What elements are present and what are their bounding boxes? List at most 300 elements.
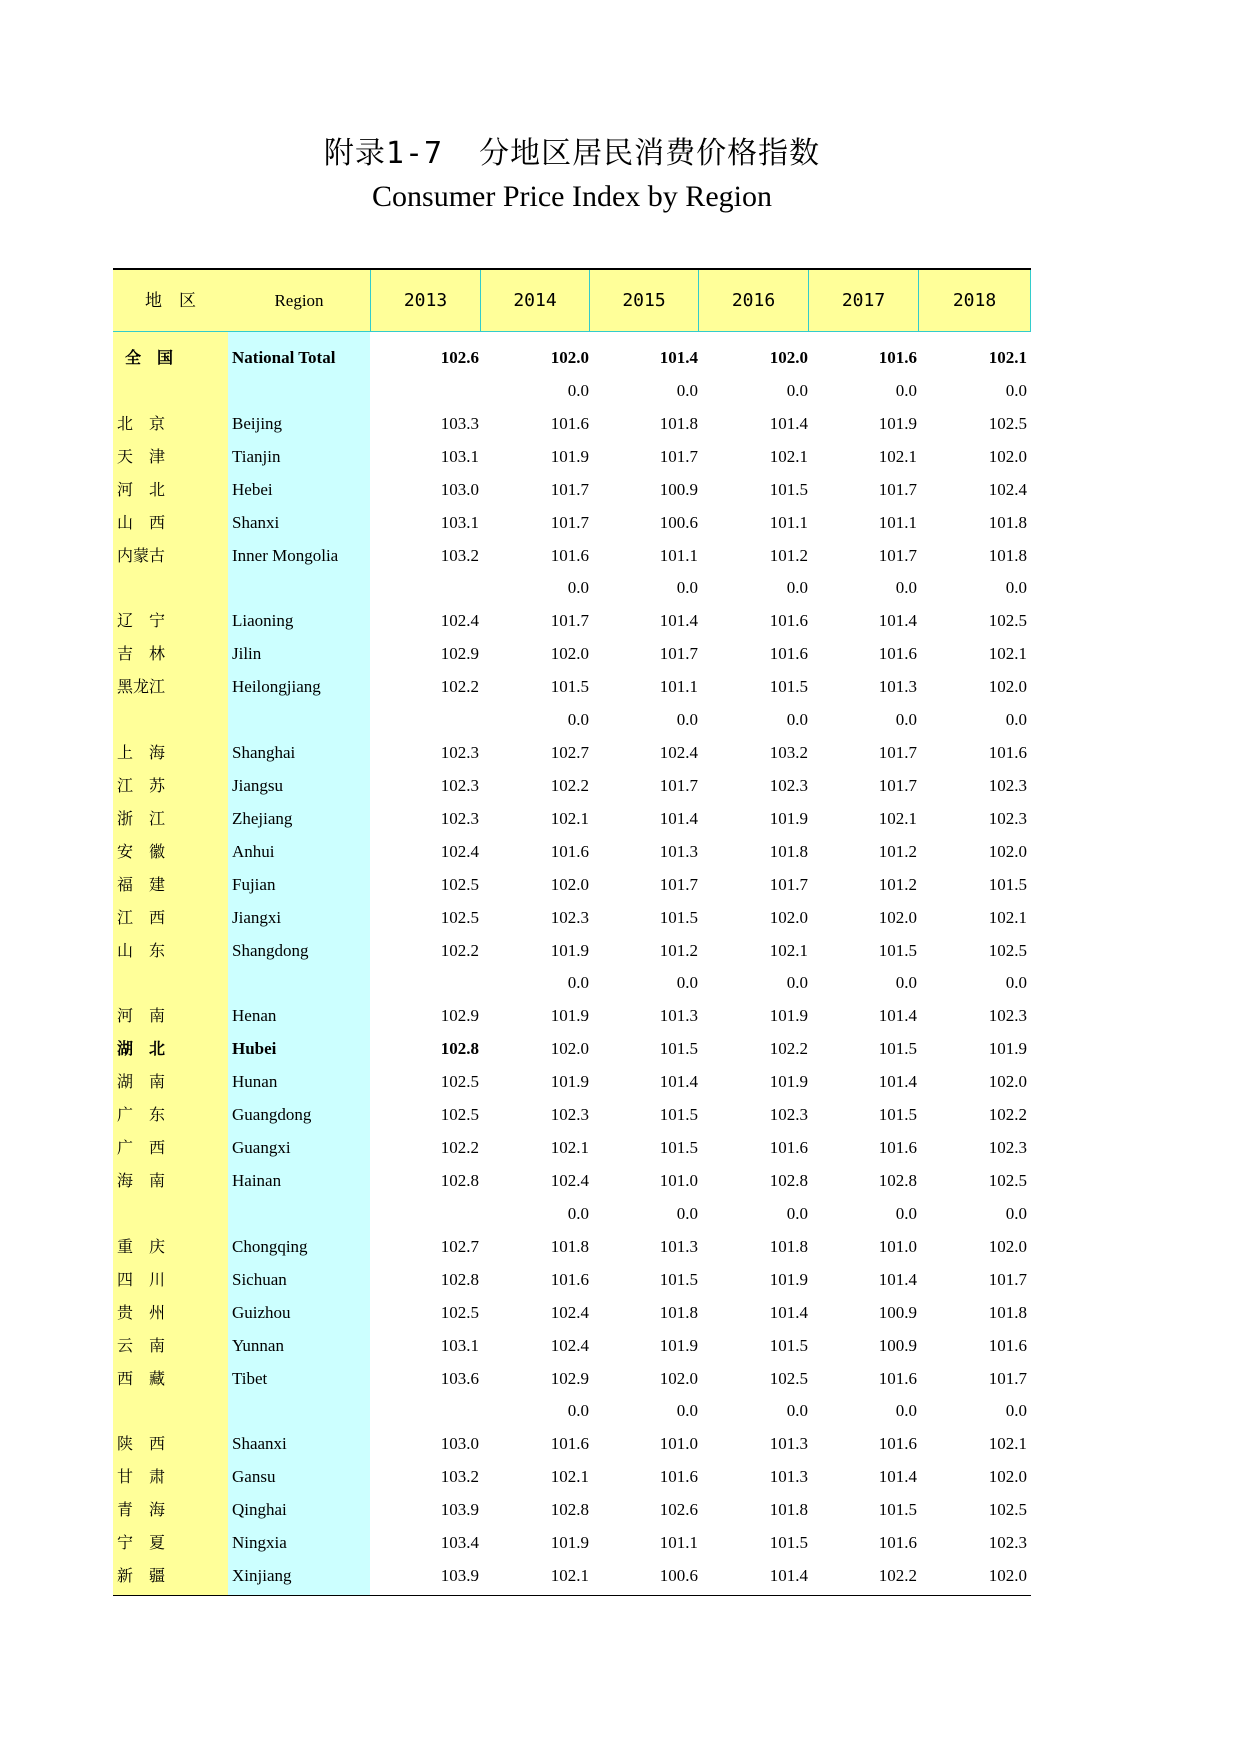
cpi-value: 103.0 <box>440 479 479 499</box>
cpi-value: 103.2 <box>440 545 479 565</box>
region-name-en: Hubei <box>232 1039 277 1059</box>
cpi-value: 102.1 <box>769 940 808 960</box>
region-name-en: Shaanxi <box>232 1434 287 1454</box>
cpi-value <box>389 374 479 407</box>
cpi-value: 102.9 <box>440 1006 479 1026</box>
table-row <box>113 1362 1031 1395</box>
cpi-value: 101.2 <box>659 940 698 960</box>
cpi-value: 102.0 <box>550 874 589 894</box>
table-row <box>113 407 1031 440</box>
cpi-value: 102.5 <box>988 1171 1027 1190</box>
table-row <box>113 934 1031 967</box>
table-row <box>113 1559 1031 1592</box>
region-name-en: Chongqing <box>232 1236 308 1256</box>
region-name-cn: 全 国 <box>125 348 174 367</box>
cpi-value: 101.5 <box>769 1533 808 1553</box>
cpi-value: 102.0 <box>769 907 808 927</box>
cpi-value: 101.7 <box>988 1368 1027 1388</box>
cpi-value: 102.0 <box>769 348 808 367</box>
region-name-en: Tianjin <box>232 446 281 466</box>
table-bottom-rule <box>113 1595 1031 1596</box>
region-name-en: Yunnan <box>232 1335 284 1355</box>
table-row <box>113 1493 1031 1526</box>
cpi-value: 103.0 <box>440 1434 479 1454</box>
cpi-value: 102.0 <box>988 1236 1027 1256</box>
region-name-en: Jilin <box>232 644 262 664</box>
cpi-value: 102.0 <box>988 677 1027 697</box>
table-row <box>113 901 1031 934</box>
region-name-cn: 江 西 <box>117 907 166 927</box>
cpi-value: 101.1 <box>659 545 698 565</box>
cpi-value: 102.0 <box>988 1566 1027 1586</box>
cpi-value: 102.4 <box>550 1171 589 1190</box>
region-name-en: Heilongjiang <box>232 677 321 697</box>
cpi-value: 103.1 <box>440 1335 479 1355</box>
table-row <box>113 999 1031 1032</box>
cpi-value: 101.9 <box>550 1533 589 1553</box>
cpi-value: 101.3 <box>659 1236 698 1256</box>
region-name-cn: 甘 肃 <box>117 1467 166 1487</box>
table-row <box>113 1065 1031 1098</box>
header-year: 2014 <box>480 270 589 331</box>
region-name-en: Hunan <box>232 1072 278 1092</box>
cpi-value: 102.9 <box>550 1368 589 1388</box>
cpi-value: 101.7 <box>659 446 698 466</box>
cpi-value: 0.0 <box>676 578 698 598</box>
cpi-value: 101.7 <box>878 479 917 499</box>
cpi-value: 102.8 <box>550 1500 589 1520</box>
cpi-value: 102.2 <box>988 1105 1027 1125</box>
region-name-en: Shanghai <box>232 743 296 763</box>
table-row <box>113 703 1031 736</box>
cpi-value: 102.0 <box>550 1039 589 1059</box>
cpi-value: 102.1 <box>550 1138 589 1158</box>
cpi-value: 101.6 <box>769 1138 808 1158</box>
region-name-en: Guizhou <box>232 1302 291 1322</box>
cpi-value: 0.0 <box>895 973 917 993</box>
region-name-cn: 宁 夏 <box>117 1533 166 1553</box>
region-name-cn <box>117 571 225 604</box>
cpi-value: 101.5 <box>659 907 698 927</box>
region-name-cn: 青 海 <box>117 1500 166 1520</box>
cpi-value: 102.0 <box>550 348 589 367</box>
cpi-value: 101.6 <box>550 1269 589 1289</box>
cpi-value: 102.5 <box>440 1105 479 1125</box>
region-name-en: Gansu <box>232 1467 276 1487</box>
region-name-cn: 广 西 <box>117 1138 166 1158</box>
cpi-value: 102.5 <box>440 1072 479 1092</box>
cpi-value: 101.9 <box>769 1006 808 1026</box>
header-year: 2017 <box>808 270 918 331</box>
cpi-value: 0.0 <box>676 710 698 730</box>
cpi-value: 0.0 <box>676 1203 698 1223</box>
region-name-en: National Total <box>232 348 336 367</box>
cpi-value: 101.4 <box>769 413 808 433</box>
cpi-value: 0.0 <box>786 710 808 730</box>
cpi-value: 101.1 <box>769 512 808 532</box>
header-year: 2016 <box>698 270 808 331</box>
cpi-value: 101.4 <box>769 1302 808 1322</box>
cpi-value: 101.4 <box>659 348 698 367</box>
cpi-value: 101.6 <box>550 413 589 433</box>
cpi-value: 102.3 <box>988 808 1027 828</box>
cpi-value: 101.8 <box>659 1302 698 1322</box>
table-row <box>113 374 1031 407</box>
cpi-value: 101.6 <box>550 841 589 861</box>
cpi-value: 101.3 <box>769 1434 808 1454</box>
cpi-value: 102.3 <box>988 775 1027 795</box>
cpi-value: 102.5 <box>988 940 1027 960</box>
page-title-english: Consumer Price Index by Region <box>372 180 772 213</box>
region-name-cn: 西 藏 <box>117 1368 166 1388</box>
table-row <box>113 1460 1031 1493</box>
cpi-value: 101.6 <box>988 1335 1027 1355</box>
table-row <box>113 1032 1031 1065</box>
region-name-cn: 广 东 <box>117 1105 166 1125</box>
cpi-value: 102.4 <box>988 479 1027 499</box>
cpi-value: 101.5 <box>878 1039 917 1059</box>
region-name-cn <box>117 966 225 999</box>
cpi-value: 102.4 <box>440 611 479 631</box>
cpi-value: 0.0 <box>786 578 808 598</box>
table-row <box>113 1394 1031 1427</box>
region-name-en: Xinjiang <box>232 1566 292 1586</box>
table-row <box>113 539 1031 572</box>
cpi-value: 101.6 <box>878 644 917 664</box>
cpi-value: 101.9 <box>550 1006 589 1026</box>
cpi-value: 101.5 <box>769 1335 808 1355</box>
cpi-value: 102.1 <box>769 446 808 466</box>
region-name-cn: 安 徽 <box>117 841 166 861</box>
region-name-cn: 福 建 <box>117 874 166 894</box>
cpi-value: 101.6 <box>659 1467 698 1487</box>
cpi-value: 0.0 <box>567 1203 589 1223</box>
region-name-en: Fujian <box>232 874 276 894</box>
cpi-value: 0.0 <box>567 710 589 730</box>
cpi-value: 102.2 <box>440 1138 479 1158</box>
cpi-value: 102.5 <box>988 611 1027 631</box>
region-name-en: Jiangxi <box>232 907 282 927</box>
cpi-value: 101.6 <box>878 1138 917 1158</box>
region-name-cn: 河 北 <box>117 479 166 499</box>
cpi-value: 102.8 <box>440 1269 479 1289</box>
cpi-value: 101.0 <box>659 1434 698 1454</box>
cpi-value: 102.9 <box>440 644 479 664</box>
region-name-cn: 湖 北 <box>117 1039 166 1059</box>
table-row <box>113 1197 1031 1230</box>
cpi-value: 101.5 <box>659 1269 698 1289</box>
cpi-value: 102.4 <box>550 1302 589 1322</box>
cpi-value: 101.8 <box>769 1500 808 1520</box>
cpi-value: 0.0 <box>895 1203 917 1223</box>
table-row <box>113 1329 1031 1362</box>
region-name-en: Beijing <box>232 413 283 433</box>
cpi-value: 0.0 <box>786 1401 808 1421</box>
cpi-value: 101.3 <box>659 841 698 861</box>
region-name-cn <box>117 1394 225 1427</box>
cpi-value: 101.0 <box>878 1236 917 1256</box>
cpi-value: 0.0 <box>567 380 589 400</box>
table-row <box>113 802 1031 835</box>
cpi-value: 101.5 <box>550 677 589 697</box>
cpi-value: 101.4 <box>659 611 698 631</box>
cpi-value: 101.6 <box>769 611 808 631</box>
cpi-value: 101.4 <box>878 1006 917 1026</box>
table-row <box>113 1131 1031 1164</box>
cpi-value: 102.8 <box>769 1171 808 1190</box>
cpi-value: 102.8 <box>440 1039 479 1059</box>
region-name-cn: 云 南 <box>117 1335 166 1355</box>
region-name-en: Guangxi <box>232 1138 291 1158</box>
cpi-value: 100.9 <box>659 479 698 499</box>
cpi-value: 102.3 <box>440 743 479 763</box>
cpi-value: 101.3 <box>769 1467 808 1487</box>
cpi-value: 101.3 <box>878 677 917 697</box>
cpi-value: 0.0 <box>1005 1203 1027 1223</box>
cpi-value: 100.9 <box>878 1302 917 1322</box>
title-chinese-text: 分地区居民消费价格指数 <box>479 136 821 171</box>
cpi-value: 102.3 <box>440 808 479 828</box>
cpi-value: 103.3 <box>440 413 479 433</box>
cpi-value: 101.9 <box>769 1072 808 1092</box>
cpi-value: 101.9 <box>878 413 917 433</box>
region-name-cn: 陕 西 <box>117 1434 166 1454</box>
region-name-cn: 四 川 <box>117 1269 166 1289</box>
table-row <box>113 1164 1031 1197</box>
cpi-value: 101.8 <box>769 841 808 861</box>
cpi-value: 101.7 <box>550 611 589 631</box>
cpi-value: 0.0 <box>567 973 589 993</box>
region-name-en: Tibet <box>232 1368 268 1388</box>
cpi-value: 102.3 <box>988 1533 1027 1553</box>
cpi-value <box>389 1197 479 1230</box>
table-row <box>113 341 1031 374</box>
table-row <box>113 473 1031 506</box>
cpi-value: 103.1 <box>440 512 479 532</box>
region-name-en <box>232 1197 368 1230</box>
region-name-cn: 上 海 <box>117 743 166 763</box>
table-row <box>113 604 1031 637</box>
region-name-en <box>232 966 368 999</box>
cpi-value: 102.7 <box>440 1236 479 1256</box>
region-name-cn: 江 苏 <box>117 775 166 795</box>
cpi-value: 101.5 <box>659 1138 698 1158</box>
cpi-value: 0.0 <box>786 380 808 400</box>
cpi-value: 102.7 <box>550 743 589 763</box>
cpi-value: 101.9 <box>769 1269 808 1289</box>
cpi-value: 103.1 <box>440 446 479 466</box>
table-row <box>113 571 1031 604</box>
region-name-cn: 湖 南 <box>117 1072 166 1092</box>
cpi-value: 102.3 <box>440 775 479 795</box>
region-name-en: Sichuan <box>232 1269 287 1289</box>
cpi-value: 101.6 <box>988 743 1027 763</box>
cpi-value: 102.0 <box>659 1368 698 1388</box>
table-row <box>113 637 1031 670</box>
cpi-value: 101.6 <box>878 1434 917 1454</box>
header-region-cn: 地 区 <box>145 291 196 310</box>
cpi-value: 101.9 <box>550 940 589 960</box>
cpi-value: 102.2 <box>769 1039 808 1059</box>
region-name-cn <box>117 703 225 736</box>
cpi-value: 101.9 <box>769 808 808 828</box>
cpi-value: 101.3 <box>659 1006 698 1026</box>
cpi-value: 102.0 <box>988 1467 1027 1487</box>
cpi-value: 101.7 <box>878 743 917 763</box>
cpi-value: 101.7 <box>878 545 917 565</box>
cpi-value: 101.7 <box>988 1269 1027 1289</box>
region-name-cn: 山 东 <box>117 940 166 960</box>
region-name-en <box>232 1394 368 1427</box>
region-name-cn: 吉 林 <box>117 644 166 664</box>
cpi-value: 101.2 <box>878 841 917 861</box>
table-row <box>113 966 1031 999</box>
region-name-cn: 新 疆 <box>117 1566 166 1586</box>
cpi-value: 102.5 <box>440 907 479 927</box>
table-row <box>113 670 1031 703</box>
cpi-value: 102.2 <box>550 775 589 795</box>
region-name-cn: 贵 州 <box>117 1302 166 1322</box>
table-row <box>113 736 1031 769</box>
cpi-value: 0.0 <box>567 1401 589 1421</box>
cpi-value <box>389 703 479 736</box>
region-name-cn: 北 京 <box>117 413 166 433</box>
cpi-value: 101.8 <box>659 413 698 433</box>
region-name-en <box>232 374 368 407</box>
cpi-value: 102.6 <box>659 1500 698 1520</box>
cpi-value: 100.6 <box>659 512 698 532</box>
region-name-cn: 河 南 <box>117 1006 166 1026</box>
table-row <box>113 440 1031 473</box>
region-name-en <box>232 571 368 604</box>
cpi-value: 101.4 <box>659 808 698 828</box>
cpi-value: 102.2 <box>878 1566 917 1586</box>
cpi-value: 101.5 <box>878 940 917 960</box>
cpi-value: 101.6 <box>769 644 808 664</box>
cpi-value: 102.3 <box>769 775 808 795</box>
region-name-en: Shangdong <box>232 940 309 960</box>
header-region-en: Region <box>274 291 324 310</box>
cpi-value: 101.6 <box>550 545 589 565</box>
cpi-value <box>389 571 479 604</box>
cpi-value: 101.4 <box>878 1269 917 1289</box>
table-row <box>113 1427 1031 1460</box>
region-name-cn: 辽 宁 <box>117 611 166 631</box>
cpi-value: 101.9 <box>550 1072 589 1092</box>
cpi-value: 101.5 <box>769 677 808 697</box>
region-name-en: Anhui <box>232 841 275 861</box>
cpi-value: 101.5 <box>769 479 808 499</box>
region-name-en: Hebei <box>232 479 273 499</box>
table-row <box>113 1296 1031 1329</box>
region-name-en: Henan <box>232 1006 277 1026</box>
cpi-value: 0.0 <box>895 710 917 730</box>
cpi-value: 0.0 <box>1005 973 1027 993</box>
cpi-value: 0.0 <box>1005 710 1027 730</box>
cpi-value: 101.4 <box>659 1072 698 1092</box>
cpi-value: 101.7 <box>659 775 698 795</box>
cpi-value: 0.0 <box>895 380 917 400</box>
cpi-value: 102.3 <box>769 1105 808 1125</box>
header-year: 2013 <box>370 270 480 331</box>
cpi-value: 101.6 <box>550 1434 589 1454</box>
cpi-value: 102.1 <box>878 446 917 466</box>
cpi-value: 102.0 <box>988 841 1027 861</box>
cpi-value: 0.0 <box>1005 380 1027 400</box>
cpi-value: 102.4 <box>440 841 479 861</box>
cpi-value: 101.6 <box>878 1533 917 1553</box>
cpi-value: 0.0 <box>567 578 589 598</box>
cpi-value: 101.9 <box>550 446 589 466</box>
cpi-value: 101.7 <box>659 644 698 664</box>
cpi-value: 101.5 <box>659 1039 698 1059</box>
cpi-value: 102.5 <box>440 874 479 894</box>
cpi-value: 101.5 <box>878 1500 917 1520</box>
cpi-value: 0.0 <box>676 1401 698 1421</box>
table-row <box>113 506 1031 539</box>
cpi-value: 101.4 <box>769 1566 808 1586</box>
region-name-cn: 天 津 <box>117 446 166 466</box>
page-title-chinese <box>0 128 1144 172</box>
table-row <box>113 1230 1031 1263</box>
region-name-en: Hainan <box>232 1171 282 1190</box>
region-name-cn: 黑龙江 <box>117 677 166 697</box>
cpi-value: 102.1 <box>550 1566 589 1586</box>
cpi-value: 101.6 <box>878 1368 917 1388</box>
cpi-value: 102.0 <box>550 644 589 664</box>
region-name-cn: 内蒙古 <box>117 545 166 565</box>
cpi-value: 102.6 <box>440 348 479 367</box>
cpi-value: 101.7 <box>550 479 589 499</box>
cpi-value: 101.0 <box>659 1171 698 1190</box>
region-name-en: Inner Mongolia <box>232 545 339 565</box>
cpi-value: 101.8 <box>988 1302 1027 1322</box>
cpi-value: 101.4 <box>878 1467 917 1487</box>
cpi-value: 101.1 <box>878 512 917 532</box>
header-year: 2015 <box>589 270 698 331</box>
cpi-value: 102.5 <box>440 1302 479 1322</box>
cpi-value: 103.6 <box>440 1368 479 1388</box>
cpi-value: 103.9 <box>440 1500 479 1520</box>
cpi-value: 102.1 <box>550 808 589 828</box>
cpi-value: 102.2 <box>440 677 479 697</box>
region-name-cn: 山 西 <box>117 512 166 532</box>
cpi-value: 102.2 <box>440 940 479 960</box>
table-row <box>113 835 1031 868</box>
cpi-value: 101.8 <box>550 1236 589 1256</box>
table-row <box>113 1263 1031 1296</box>
cpi-value: 101.7 <box>550 512 589 532</box>
cpi-value: 0.0 <box>676 973 698 993</box>
region-name-en: Liaoning <box>232 611 294 631</box>
cpi-value: 102.8 <box>440 1171 479 1190</box>
region-name-cn: 重 庆 <box>117 1236 166 1256</box>
region-name-en: Zhejiang <box>232 808 293 828</box>
table-header <box>113 270 1031 332</box>
cpi-value: 102.1 <box>550 1467 589 1487</box>
cpi-value: 0.0 <box>895 1401 917 1421</box>
cpi-value: 101.7 <box>878 775 917 795</box>
cpi-value: 101.5 <box>659 1105 698 1125</box>
cpi-value: 102.4 <box>550 1335 589 1355</box>
cpi-value: 101.2 <box>878 874 917 894</box>
cpi-value: 102.0 <box>988 446 1027 466</box>
cpi-value: 102.0 <box>988 1072 1027 1092</box>
cpi-value: 103.2 <box>440 1467 479 1487</box>
cpi-value: 102.1 <box>988 348 1027 367</box>
cpi-value: 101.2 <box>769 545 808 565</box>
cpi-value: 101.4 <box>878 611 917 631</box>
